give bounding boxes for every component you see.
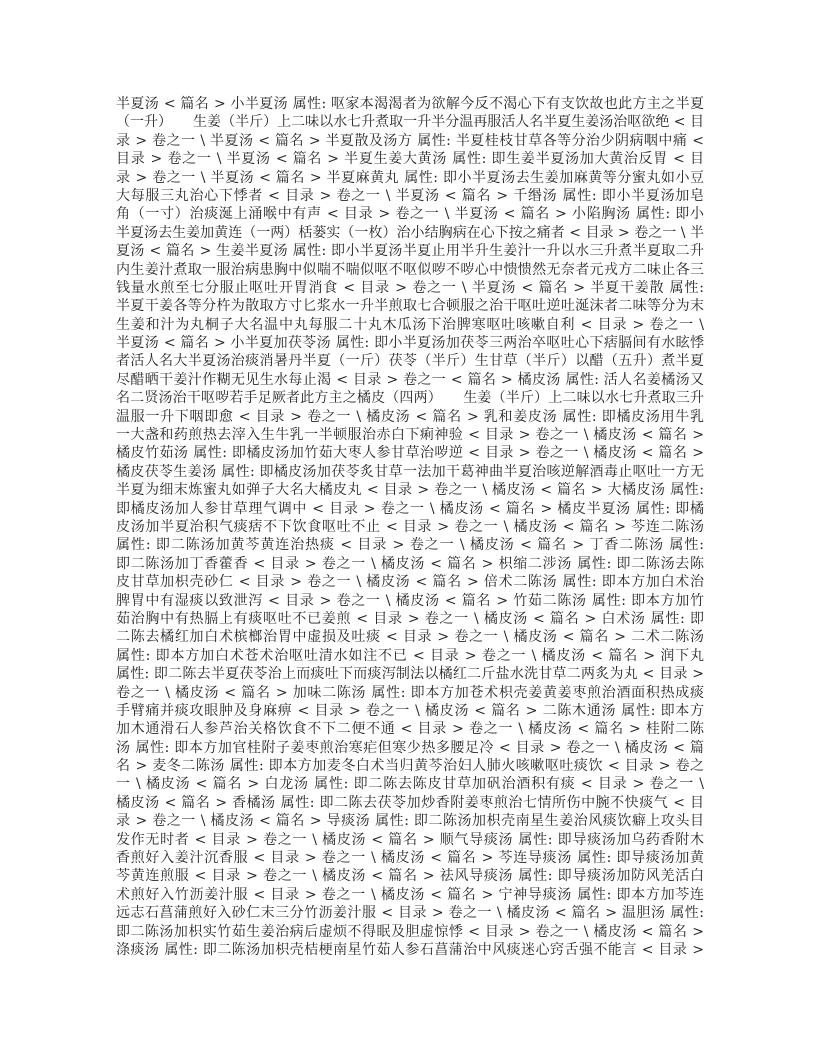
text-line: 加木通滑石人参芦治关格饮食不下二便不通 < 目录 > 卷之一 \ 橘皮汤 < 篇名 > 桂附二陈 <box>116 721 704 738</box>
text-line: 术煎好入竹沥姜汁服 < 目录 > 卷之一 \ 橘皮汤 < 篇名 > 宁神导痰汤 属性: 即本方加芩连 <box>116 886 704 903</box>
text-line: 角（一寸）治痰涎上涌喉中有声 < 目录 > 卷之一 \ 半夏汤 < 篇名 > 小陷胸汤 属性: 即小 <box>116 206 704 223</box>
text-line: 即橘皮汤加人参甘草理气调中 < 目录 > 卷之一 \ 橘皮汤 < 篇名 > 橘皮半夏汤 属性: 即橘 <box>116 500 704 517</box>
text-line: 橘皮汤 < 篇名 > 香橘汤 属性: 即二陈去茯苓加炒香附姜枣煎治七情所伤中腕不快痰气 < 目 <box>116 794 704 811</box>
text-line: 汤 属性: 即本方加官桂附子姜枣煎治寒疟但寒少热多腰足冷 < 目录 > 卷之一 \ 橘皮汤 < 篇 <box>116 739 704 756</box>
text-line: 录 > 卷之一 \ 半夏汤 < 篇名 > 半夏散及汤方 属性: 半夏桂枝甘草各等分治少阴病咽中痛 < <box>116 132 704 149</box>
text-line: 芩黄连煎服 < 目录 > 卷之一 \ 橘皮汤 < 篇名 > 祛风导痰汤 属性: 即导痰汤加防风羌活白 <box>116 868 704 885</box>
text-line: 半夏干姜各等分杵为散取方寸匕浆水一升半煎取七合顿服之治干呕吐逆吐涎沫者二味等分为末 <box>116 298 704 315</box>
text-line: 钱量水煎至七分服止呕吐开胃消食 < 目录 > 卷之一 \ 半夏汤 < 篇名 > 半夏干姜散 属性: <box>116 279 704 296</box>
text-line: 大每服三丸治心下悸者 < 目录 > 卷之一 \ 半夏汤 < 篇名 > 千缗汤 属性: 即小半夏汤加皂 <box>116 187 704 204</box>
text-line: 内生姜汁煮取一服治病患胸中似喘不喘似呕不呕似哕不哕心中愦愦然无奈者元戎方二味止各三 <box>116 261 704 278</box>
text-line: 温服一升下咽即愈 < 目录 > 卷之一 \ 橘皮汤 < 篇名 > 乳和姜皮汤 属性: 即橘皮汤用牛乳 <box>116 408 704 425</box>
text-line: 夏汤 < 篇名 > 生姜半夏汤 属性: 即小半夏汤半夏止用半升生姜汁一升以水三升煮半夏取二升 <box>116 243 704 260</box>
text-line: 半夏汤 < 篇名 > 小半夏汤 属性: 呕家本渴渴者为欲解今反不渴心下有支饮故也此方主之半夏 <box>116 96 704 112</box>
text-line: 香煎好入姜汁沉香服 < 目录 > 卷之一 \ 橘皮汤 < 篇名 > 芩连导痰汤 属性: 即导痰汤加黄 <box>116 850 704 867</box>
text-line: 名 > 麦冬二陈汤 属性: 即本方加麦冬白术当归黄芩治妇人肺火咳嗽呕吐痰饮 < 目录 > 卷之 <box>116 758 704 775</box>
text-line: （一升） 生姜（半斤）上二味以水七升煮取一升半分温再服活人名半夏生姜汤治呕欲绝 < 目 <box>116 114 704 131</box>
text-line: 手臂痛并痰攻眼肿及身麻痹 < 目录 > 卷之一 \ 橘皮汤 < 篇名 > 二陈木通汤 属性: 即本方 <box>116 702 704 719</box>
text-line: 生姜和汁为丸桐子大名温中丸每服二十丸木瓜汤下治脾寒呕吐咳嗽自利 < 目录 > 卷之一 \ <box>116 316 704 333</box>
text-line: 即二陈汤加丁香藿香 < 目录 > 卷之一 \ 橘皮汤 < 篇名 > 枳缩二涉汤 属性: 即二陈汤去陈 <box>116 555 704 572</box>
text-line: 半夏为细末炼蜜丸如弹子大名大橘皮丸 < 目录 > 卷之一 \ 橘皮汤 < 篇名 > 大橘皮汤 属性: <box>116 482 704 499</box>
text-line: 一大盏和药煎热去滓入生牛乳一半顿服治赤白下痢神验 < 目录 > 卷之一 \ 橘皮汤 < 篇名 > <box>116 427 704 444</box>
text-line: 一 \ 橘皮汤 < 篇名 > 白龙汤 属性: 即二陈去陈皮甘草加矾治酒积有痰 < 目录 > 卷之一 \ <box>116 776 704 793</box>
text-line: 二陈去橘红加白术槟榔治胃中虚损及吐痰 < 目录 > 卷之一 \ 橘皮汤 < 篇名 > 二术二陈汤 <box>116 629 704 646</box>
text-line: 涤痰汤 属性: 即二陈汤加枳壳桔梗南星竹茹人参石菖蒲治中风痰迷心窍舌强不能言 < 目录 > <box>116 941 704 958</box>
text-line: 录 > 卷之一 \ 半夏汤 < 篇名 > 半夏麻黄丸 属性: 即小半夏汤去生姜加麻黄等分蜜丸如小豆 <box>116 169 704 186</box>
text-line: 脾胃中有湿痰以致泄泻 < 目录 > 卷之一 \ 橘皮汤 < 篇名 > 竹茹二陈汤 属性: 即本方加竹 <box>116 592 704 609</box>
text-line: 即二陈汤加枳实竹茹生姜治病后虚烦不得眠及胆虚惊悸 < 目录 > 卷之一 \ 橘皮汤 < 篇名 > <box>116 923 704 940</box>
text-line: 属性: 即二陈去半夏茯苓治上而痰吐下而痰泻制法以橘红二斤盐水洗甘草二两炙为丸 < 目录 > <box>116 666 704 683</box>
body-text-block <box>116 95 704 959</box>
text-line: 名二贤汤治干呕哕若手足厥者此方主之橘皮（四两） 生姜（半斤）上二味以水七升煮取三升 <box>116 390 704 407</box>
text-line: 橘皮茯苓生姜汤 属性: 即橘皮汤加茯苓炙甘草一法加干葛神曲半夏治咳逆解酒毒止呕吐一方无 <box>116 463 704 480</box>
text-line: 皮甘草加枳壳砂仁 < 目录 > 卷之一 \ 橘皮汤 < 篇名 > 倍术二陈汤 属性: 即本方加白术治 <box>116 574 704 591</box>
text-line: 者活人名大半夏汤治痰消暑丹半夏（一斤）茯苓（半斤）生甘草（半斤）以醋（五升）煮半夏 <box>116 353 704 370</box>
text-line: 皮汤加半夏治积气痰痞不下饮食呕吐不止 < 目录 > 卷之一 \ 橘皮汤 < 篇名 > 芩连二陈汤 <box>116 518 704 535</box>
text-line: 录 > 卷之一 \ 橘皮汤 < 篇名 > 导痰汤 属性: 即二陈汤加枳壳南星生姜治风痰饮癖上攻头目 <box>116 813 704 830</box>
text-line: 卷之一 \ 橘皮汤 < 篇名 > 加味二陈汤 属性: 即本方加苍术枳壳姜黄姜枣煎治酒面积热成痰 <box>116 684 704 701</box>
text-line: 尽醋晒干姜汁作糊无见生水每止渴 < 目录 > 卷之一 < 篇名 > 橘皮汤 属性: 活人名姜橘汤又 <box>116 371 704 388</box>
text-line: 目录 > 卷之一 \ 半夏汤 < 篇名 > 半夏生姜大黄汤 属性: 即生姜半夏汤加大黄治反胃 < 目 <box>116 151 704 168</box>
text-line: 发作无时者 < 目录 > 卷之一 \ 橘皮汤 < 篇名 > 顺气导痰汤 属性: 即导痰汤加乌药香附木 <box>116 831 704 848</box>
text-line: 属性: 即本方加白术苍术治呕吐清水如注不已 < 目录 > 卷之一 \ 橘皮汤 < 篇名 > 润下丸 <box>116 647 704 664</box>
text-line: 属性: 即二陈汤加黄芩黄连治热痰 < 目录 > 卷之一 \ 橘皮汤 < 篇名 > 丁香二陈汤 属性: <box>116 537 704 554</box>
text-line: 半夏汤 < 篇名 > 小半夏加茯苓汤 属性: 即小半夏汤加茯苓三两治卒呕吐心下痞膈间有水眩悸 <box>116 335 704 352</box>
text-line: 远志石菖蒲煎好入砂仁末三分竹沥姜汁服 < 目录 > 卷之一 \ 橘皮汤 < 篇名 > 温胆汤 属性: <box>116 905 704 922</box>
text-line: 橘皮竹茹汤 属性: 即橘皮汤加竹茹大枣人参甘草治哕逆 < 目录 > 卷之一 \ 橘皮汤 < 篇名 > <box>116 445 704 462</box>
text-line: 茹治胸中有热膈上有痰呕吐不已姜煎 < 目录 > 卷之一 \ 橘皮汤 < 篇名 > 白术汤 属性: 即 <box>116 610 704 627</box>
text-line: 半夏汤去生姜加黄连（一两）栝蒌实（一枚）治小结胸病在心下按之痛者 < 目录 > 卷之一 \ 半 <box>116 224 704 241</box>
